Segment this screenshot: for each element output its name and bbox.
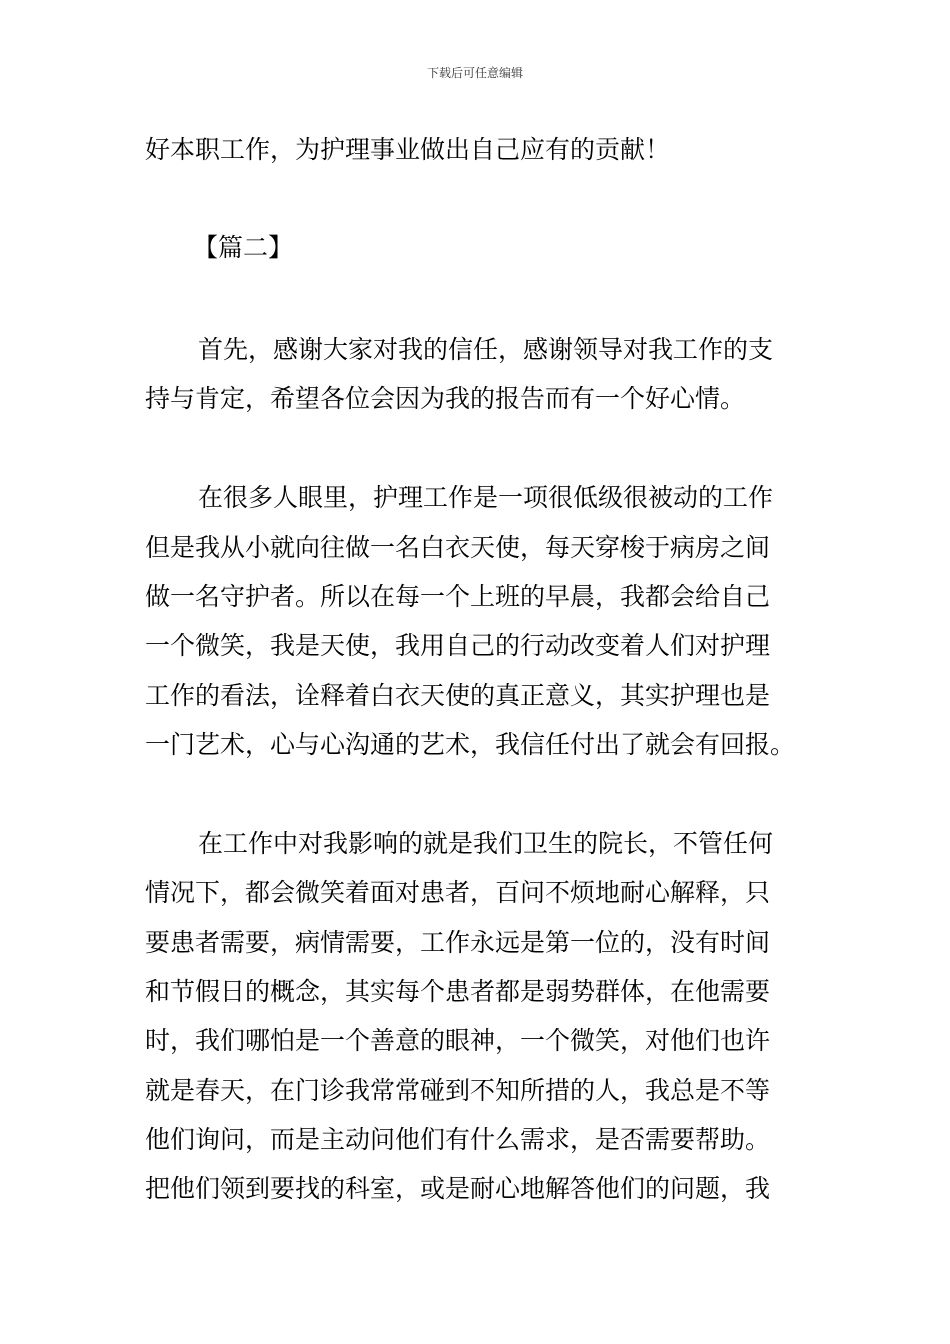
body-line: 他们询问，而是主动问他们有什么需求，是否需要帮助。 (145, 1125, 771, 1154)
page-header: 下载后可任意编辑 (426, 66, 523, 80)
body-line: 要患者需要，病情需要，工作永远是第一位的，没有时间 (145, 928, 771, 957)
body-line: 一门艺术，心与心沟通的艺术，我信任付出了就会有回报。 (145, 730, 796, 759)
body-line: 好本职工作，为护理事业做出自己应有的贡献！ (145, 135, 671, 164)
body-line: 时，我们哪怕是一个善意的眼神，一个微笑，对他们也许 (145, 1026, 771, 1055)
body-line: 但是我从小就向往做一名白衣天使，每天穿梭于病房之间 (145, 533, 771, 562)
body-line: 就是春天，在门诊我常常碰到不知所措的人，我总是不等 (145, 1076, 771, 1105)
body-line: 把他们领到要找的科室，或是耐心地解答他们的问题，我 (145, 1174, 771, 1203)
body-line: 首先，感谢大家对我的信任，感谢领导对我工作的支 (198, 335, 774, 364)
body-line: 在工作中对我影响的就是我们卫生的院长，不管任何 (198, 829, 774, 858)
body-line: 和节假日的概念，其实每个患者都是弱势群体，在他需要 (145, 977, 771, 1006)
body-line: 做一名守护者。所以在每一个上班的早晨，我都会给自己 (145, 582, 771, 611)
body-line: 持与肯定，希望各位会因为我的报告而有一个好心情。 (145, 384, 746, 413)
body-line: 情况下，都会微笑着面对患者，百问不烦地耐心解释，只 (145, 878, 771, 907)
body-line: 工作的看法，诠释着白衣天使的真正意义，其实护理也是 (145, 681, 771, 710)
body-line: 一个微笑，我是天使，我用自己的行动改变着人们对护理 (145, 631, 771, 660)
section-heading: 【篇二】 (193, 233, 294, 262)
body-line: 在很多人眼里，护理工作是一项很低级很被动的工作 (198, 483, 774, 512)
